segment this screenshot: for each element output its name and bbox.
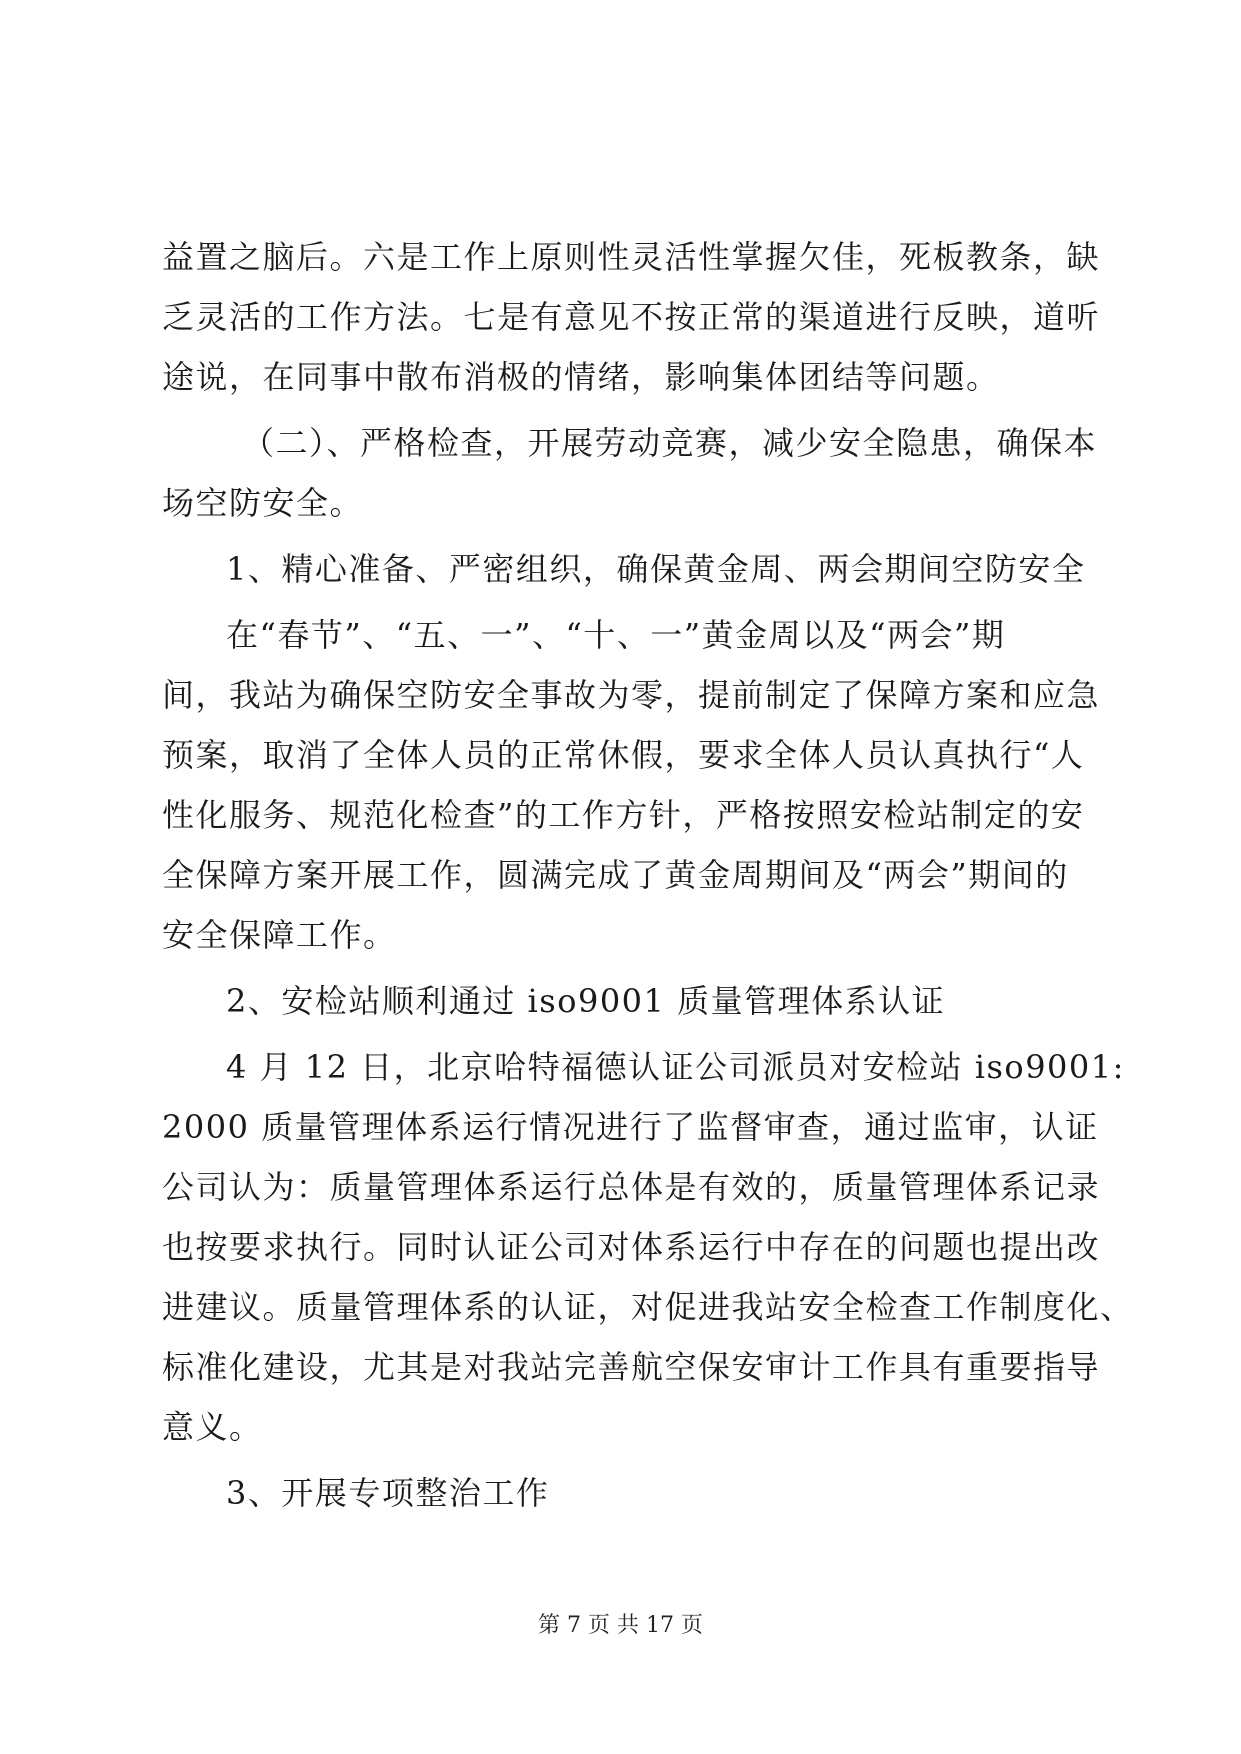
- text-line: 途说，在同事中散布消极的情绪，影响集体团结等问题。: [162, 358, 1000, 396]
- text-line: 益置之脑后。六是工作上原则性灵活性掌握欠佳，死板教条，缺: [162, 238, 1101, 276]
- text-line: 预案，取消了全体人员的正常休假，要求全体人员认真执行“人: [162, 736, 1085, 774]
- text-line: 全保障方案开展工作，圆满完成了黄金周期间及“两会”期间的: [162, 856, 1069, 894]
- subsection-heading: 2、安检站顺利通过 iso9001 质量管理体系认证: [226, 982, 946, 1020]
- text-line: 标准化建设，尤其是对我站完善航空保安审计工作具有重要指导: [162, 1348, 1101, 1386]
- text-line: 安全保障工作。: [162, 916, 397, 954]
- text-line: 性化服务、规范化检查”的工作方针，严格按照安检站制定的安: [162, 796, 1085, 834]
- section-heading: （二）、严格检查，开展劳动竞赛，减少安全隐患，确保本: [242, 424, 1098, 462]
- text-line: 也按要求执行。同时认证公司对体系运行中存在的问题也提出改: [162, 1228, 1101, 1266]
- text-line: 公司认为：质量管理体系运行总体是有效的，质量管理体系记录: [162, 1168, 1101, 1206]
- section-heading-continued: 场空防安全。: [162, 484, 364, 522]
- text-line: 乏灵活的工作方法。七是有意见不按正常的渠道进行反映，道听: [162, 298, 1101, 336]
- text-line: 间，我站为确保空防安全事故为零，提前制定了保障方案和应急: [162, 676, 1101, 714]
- subsection-heading: 1、精心准备、严密组织，确保黄金周、两会期间空防安全: [226, 550, 1086, 588]
- subsection-heading: 3、开展专项整治工作: [226, 1474, 550, 1512]
- text-line: 在“春节”、“五、一”、“十、一”黄金周以及“两会”期: [226, 616, 1006, 654]
- text-line: 意义。: [162, 1408, 263, 1446]
- text-line: 4 月 12 日，北京哈特福德认证公司派员对安检站 iso9001:: [226, 1048, 1125, 1086]
- text-line: 2000 质量管理体系运行情况进行了监督审查，通过监审，认证: [162, 1108, 1099, 1146]
- page-number-footer: 第 7 页 共 17 页: [538, 1613, 703, 1638]
- document-body: [162, 227, 1134, 1523]
- text-line: 进建议。质量管理体系的认证，对促进我站安全检查工作制度化、: [162, 1288, 1134, 1326]
